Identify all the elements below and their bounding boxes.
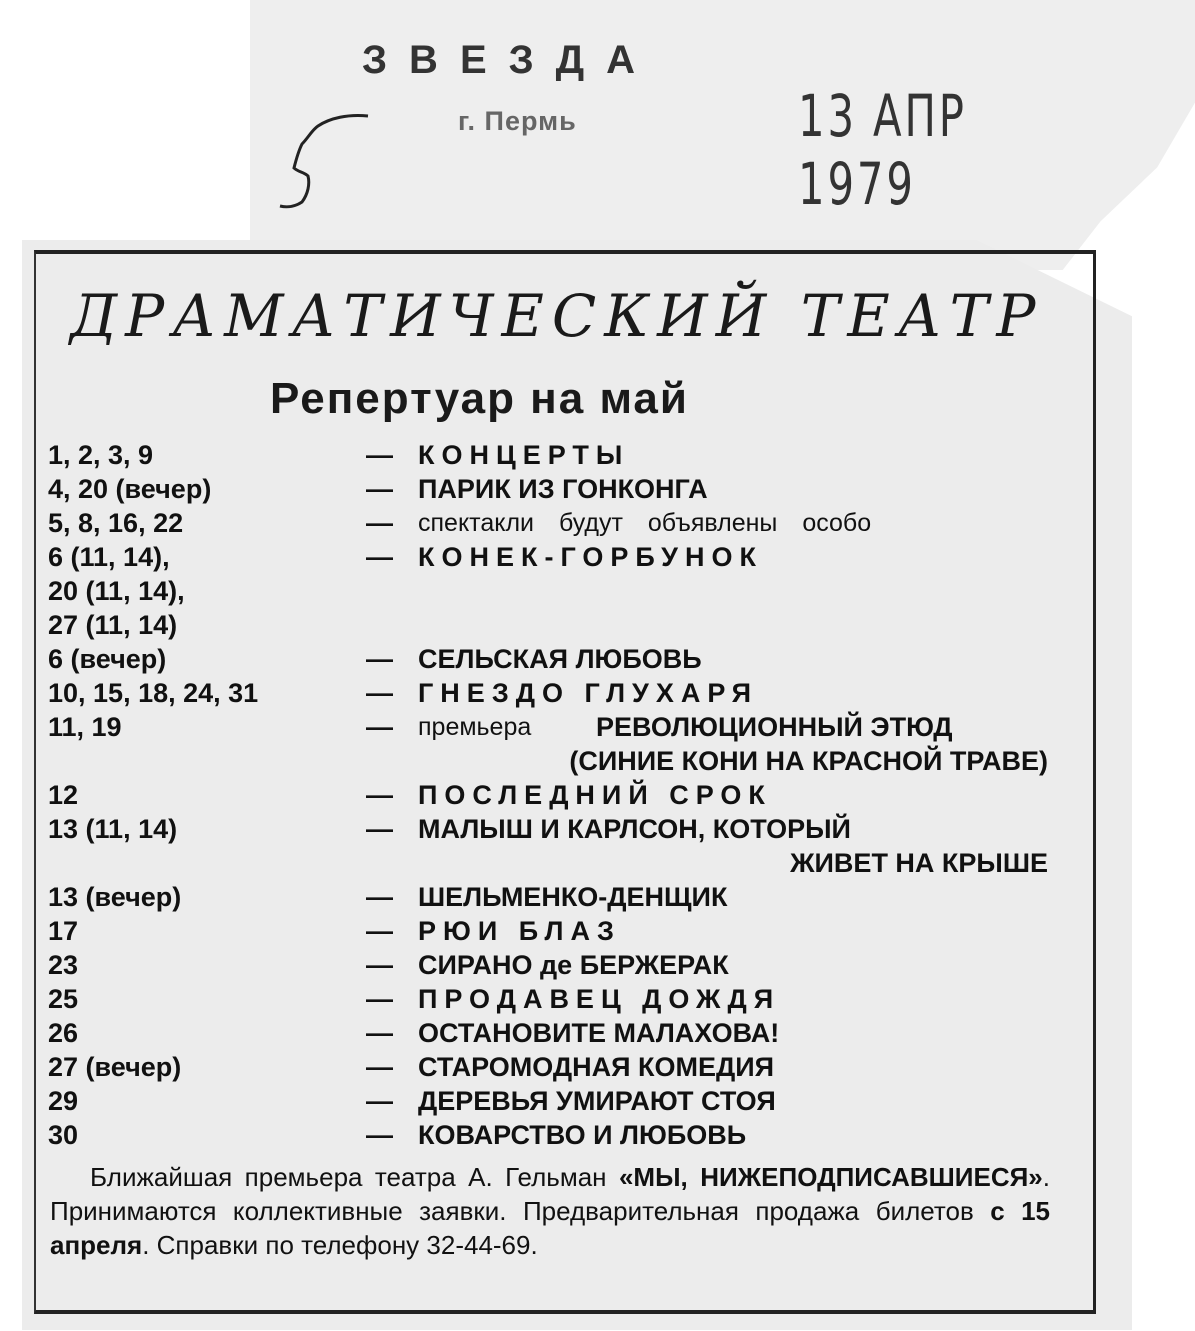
- row-play-title: СИРАНО де БЕРЖЕРАК: [418, 950, 729, 980]
- row-dash: —: [366, 1086, 393, 1116]
- repertoire-row: [48, 474, 1048, 508]
- footer-paragraph: [50, 1160, 1050, 1262]
- row-play-title: РЕВОЛЮЦИОННЫЙ ЭТЮД: [596, 712, 953, 742]
- row-play-title: СЕЛЬСКАЯ ЛЮБОВЬ: [418, 644, 702, 674]
- row-dates: 26: [48, 1018, 79, 1048]
- footer-text-2: . Принимаются коллективные заявки. Предварительная продажа билетов: [50, 1162, 1050, 1226]
- theater-title: ДРАМАТИЧЕСКИЙ ТЕАТР: [70, 282, 1044, 350]
- newspaper-name: ЗВЕЗДА: [362, 38, 658, 82]
- row-note: спектакли будут объявлены особо: [418, 509, 872, 537]
- row-dates: 20 (11, 14),: [48, 576, 185, 606]
- row-dash: —: [366, 644, 393, 674]
- repertoire-list: [48, 440, 1048, 1154]
- row-play-title: СТАРОМОДНАЯ КОМЕДИЯ: [418, 1052, 775, 1082]
- row-dash: —: [366, 984, 393, 1014]
- row-dash: —: [366, 508, 393, 538]
- row-dates: 23: [48, 950, 79, 980]
- row-play-title: ЖИВЕТ НА КРЫШЕ: [790, 848, 1048, 878]
- repertoire-row: [48, 1086, 1048, 1120]
- row-play-title: ПАРИК ИЗ ГОНКОНГА: [418, 474, 708, 504]
- row-dash: —: [366, 950, 393, 980]
- repertoire-row: [48, 678, 1048, 712]
- row-dates: 29: [48, 1086, 79, 1116]
- row-dash: —: [366, 542, 393, 572]
- repertoire-row: [48, 848, 1048, 882]
- row-dates: 27 (11, 14): [48, 610, 178, 640]
- row-play-title: ОСТАНОВИТЕ МАЛАХОВА!: [418, 1018, 780, 1048]
- row-play-title: РЮИ БЛАЗ: [418, 916, 621, 946]
- repertoire-row: [48, 1052, 1048, 1086]
- date-stamp: 13 АПР 1979: [798, 82, 967, 218]
- newspaper-city: г. Пермь: [458, 106, 577, 136]
- row-play-title: КОНЕК-ГОРБУНОК: [418, 542, 763, 572]
- row-dates: 13 (11, 14): [48, 814, 178, 844]
- row-dates: 5, 8, 16, 22: [48, 508, 184, 538]
- repertoire-row: [48, 780, 1048, 814]
- row-note: премьера: [418, 713, 532, 741]
- row-dates: 10, 15, 18, 24, 31: [48, 678, 259, 708]
- footer-premiere-title: «МЫ, НИЖЕПОДПИСАВШИЕСЯ»: [618, 1162, 1043, 1192]
- row-play-title: ПОСЛЕДНИЙ СРОК: [418, 780, 772, 810]
- row-dash: —: [366, 814, 393, 844]
- repertoire-row: [48, 440, 1048, 474]
- row-play-title: ПРОДАВЕЦ ДОЖДЯ: [418, 984, 781, 1014]
- repertoire-row: [48, 508, 1048, 542]
- row-dates: 17: [48, 916, 79, 946]
- row-dash: —: [366, 882, 393, 912]
- row-dash: —: [366, 440, 393, 470]
- row-dash: —: [366, 678, 393, 708]
- notice-footer: [50, 1160, 1050, 1262]
- repertoire-row: [48, 882, 1048, 916]
- row-dates: 6 (вечер): [48, 644, 167, 674]
- row-play-title: ШЕЛЬМЕНКО-ДЕНЩИК: [418, 882, 728, 912]
- repertoire-row: [48, 814, 1048, 848]
- row-dates: 6 (11, 14),: [48, 542, 170, 572]
- repertoire-row: [48, 916, 1048, 950]
- footer-text-1: Ближайшая премьера театра А. Гельман: [90, 1162, 619, 1192]
- repertoire-row: [48, 644, 1048, 678]
- row-play-title: МАЛЫШ И КАРЛСОН, КОТОРЫЙ: [418, 814, 851, 844]
- row-dash: —: [366, 712, 393, 742]
- row-dates: 11, 19: [48, 712, 122, 742]
- repertoire-row: [48, 1018, 1048, 1052]
- repertoire-row: [48, 1120, 1048, 1154]
- row-dates: 27 (вечер): [48, 1052, 182, 1082]
- footer-text-3: . Справки по телефону 32-44-69.: [142, 1230, 538, 1260]
- row-play-title: (СИНИЕ КОНИ НА КРАСНОЙ ТРАВЕ): [569, 746, 1048, 776]
- row-dates: 4, 20 (вечер): [48, 474, 212, 504]
- repertoire-row: [48, 984, 1048, 1018]
- row-dates: 30: [48, 1120, 79, 1150]
- row-dash: —: [366, 1120, 393, 1150]
- repertoire-row: [48, 746, 1048, 780]
- row-play-title: ДЕРЕВЬЯ УМИРАЮТ СТОЯ: [418, 1086, 776, 1116]
- row-play-title: КОНЦЕРТЫ: [418, 440, 630, 470]
- repertoire-row: [48, 610, 1048, 644]
- repertoire-row: [48, 712, 1048, 746]
- row-dates: 25: [48, 984, 79, 1014]
- row-dash: —: [366, 1052, 393, 1082]
- repertoire-row: [48, 542, 1048, 576]
- row-dash: —: [366, 474, 393, 504]
- repertoire-row: [48, 576, 1048, 610]
- row-play-title: ГНЕЗДО ГЛУХАРЯ: [418, 678, 759, 708]
- row-dates: 1, 2, 3, 9: [48, 440, 154, 470]
- repertoire-subtitle: Репертуар на май: [270, 374, 689, 423]
- row-dash: —: [366, 1018, 393, 1048]
- row-dates: 13 (вечер): [48, 882, 182, 912]
- row-dash: —: [366, 916, 393, 946]
- row-dash: —: [366, 780, 393, 810]
- footer-sale-date: с 15 апреля: [50, 1196, 1050, 1260]
- repertoire-row: [48, 950, 1048, 984]
- row-dates: 12: [48, 780, 79, 810]
- handwritten-mark: [268, 110, 378, 220]
- row-play-title: КОВАРСТВО И ЛЮБОВЬ: [418, 1120, 747, 1150]
